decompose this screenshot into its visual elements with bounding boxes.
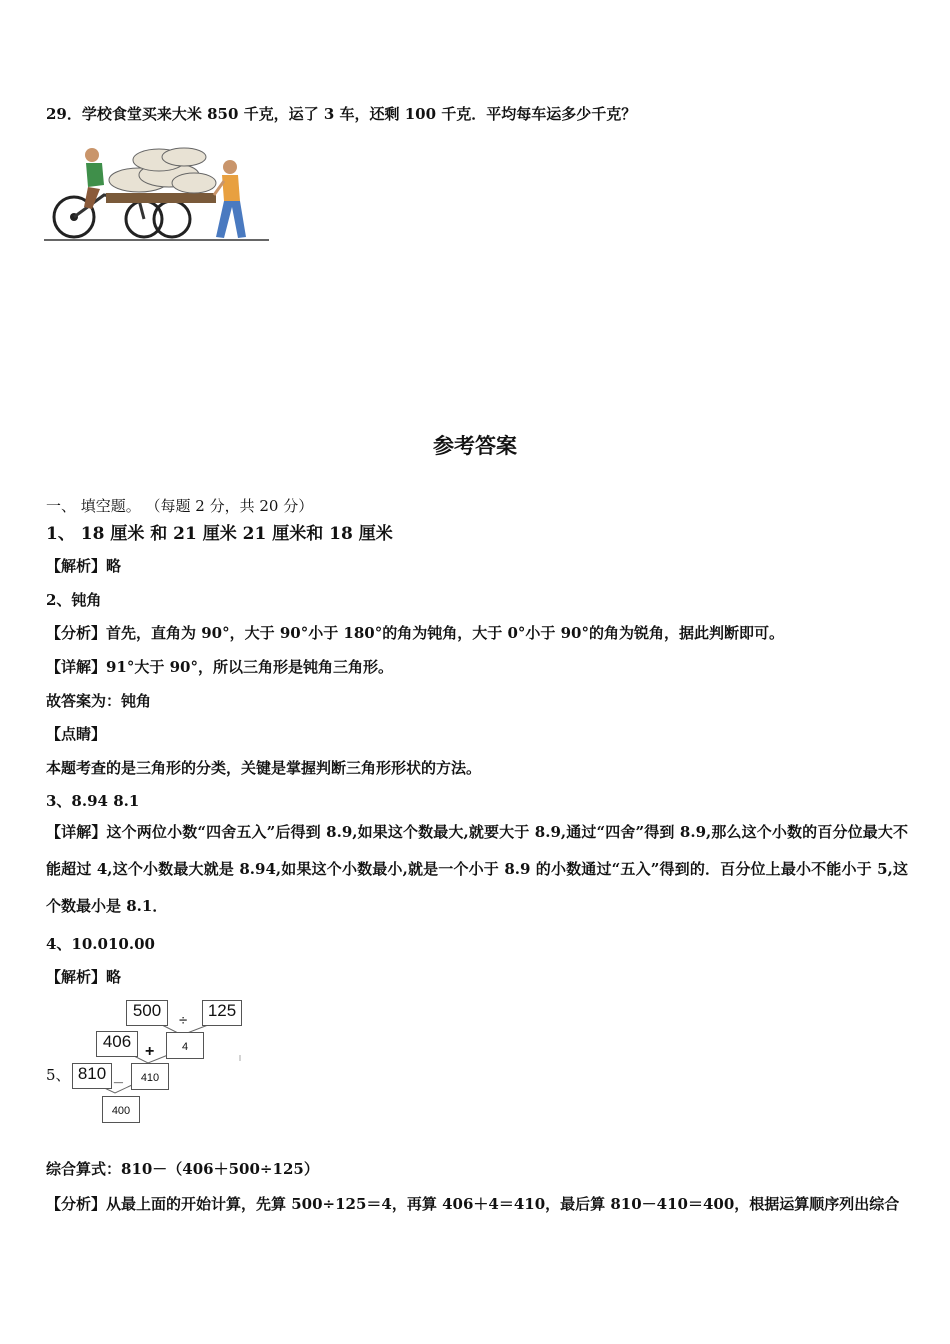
box-125: 125 — [202, 1000, 242, 1026]
question-29: 29．学校食堂买来大米 850 千克，运了 3 车，还剩 100 千克．平均每车运多少千克？ — [46, 105, 637, 123]
item-2-detail: 【详解】91°大于 90°，所以三角形是钝角三角形。 — [46, 658, 393, 676]
minus-sign: _ — [114, 1068, 123, 1085]
box-500: 500 — [126, 1000, 168, 1026]
tricycle-illustration — [44, 145, 276, 245]
item-2-result: 故答案为：钝角 — [46, 692, 152, 710]
box-4: 4 — [166, 1032, 204, 1059]
divide-sign: ÷ — [179, 1012, 188, 1029]
item-2-analysis: 【分析】首先，直角为 90°，大于 90°小于 180°的角为钝角，大于 0°小于 90°的角为锐角，据此判断即可。 — [46, 624, 784, 642]
item-4-answer: 4、10.010.00 — [46, 935, 155, 953]
answer-title: 参考答案 — [433, 433, 517, 458]
box-410: 410 — [131, 1063, 169, 1090]
item-5-analysis: 【分析】从最上面的开始计算，先算 500÷125＝4，再算 406＋4＝410，最后算 810－410＝400，根据运算顺序列出综合 — [46, 1195, 900, 1213]
item-2-answer: 2、钝角 — [46, 591, 102, 609]
plus-sign: + — [145, 1043, 155, 1060]
item-5-formula: 综合算式：810－（406＋500÷125） — [46, 1160, 319, 1178]
box-810: 810 — [72, 1063, 112, 1089]
item-4-analysis: 【解析】略 — [46, 968, 122, 986]
item-3-answer: 3、8.94 8.1 — [46, 792, 140, 810]
item-5-label: 5、 — [46, 1066, 71, 1084]
item-2-note: 本题考查的是三角形的分类，关键是掌握判断三角形形状的方法。 — [46, 759, 482, 777]
item-1-answer: 1、 18 厘米 和 21 厘米 21 厘米和 18 厘米 — [46, 524, 393, 544]
box-406: 406 — [96, 1031, 138, 1057]
item-3-detail: 【详解】这个两位小数“四舍五入”后得到 8.9,如果这个数最大,就要大于 8.9,通过“四舍”得到 8.9,那么这个小数的百分位最大不能超过 4,这个小数最大就是 8.94,如果这个小数最小,就是一个小于 8.9 的小数通过“五入”得到的．百分位上最小不能小于 5,这个数最小是 8.1． — [46, 823, 908, 915]
item-2-note-label: 【点睛】 — [46, 725, 107, 743]
item-1-analysis: 【解析】略 — [46, 557, 122, 575]
box-400: 400 — [102, 1096, 140, 1123]
section-header: 一、 填空题。 （每题 2 分，共 20 分） — [46, 497, 314, 515]
